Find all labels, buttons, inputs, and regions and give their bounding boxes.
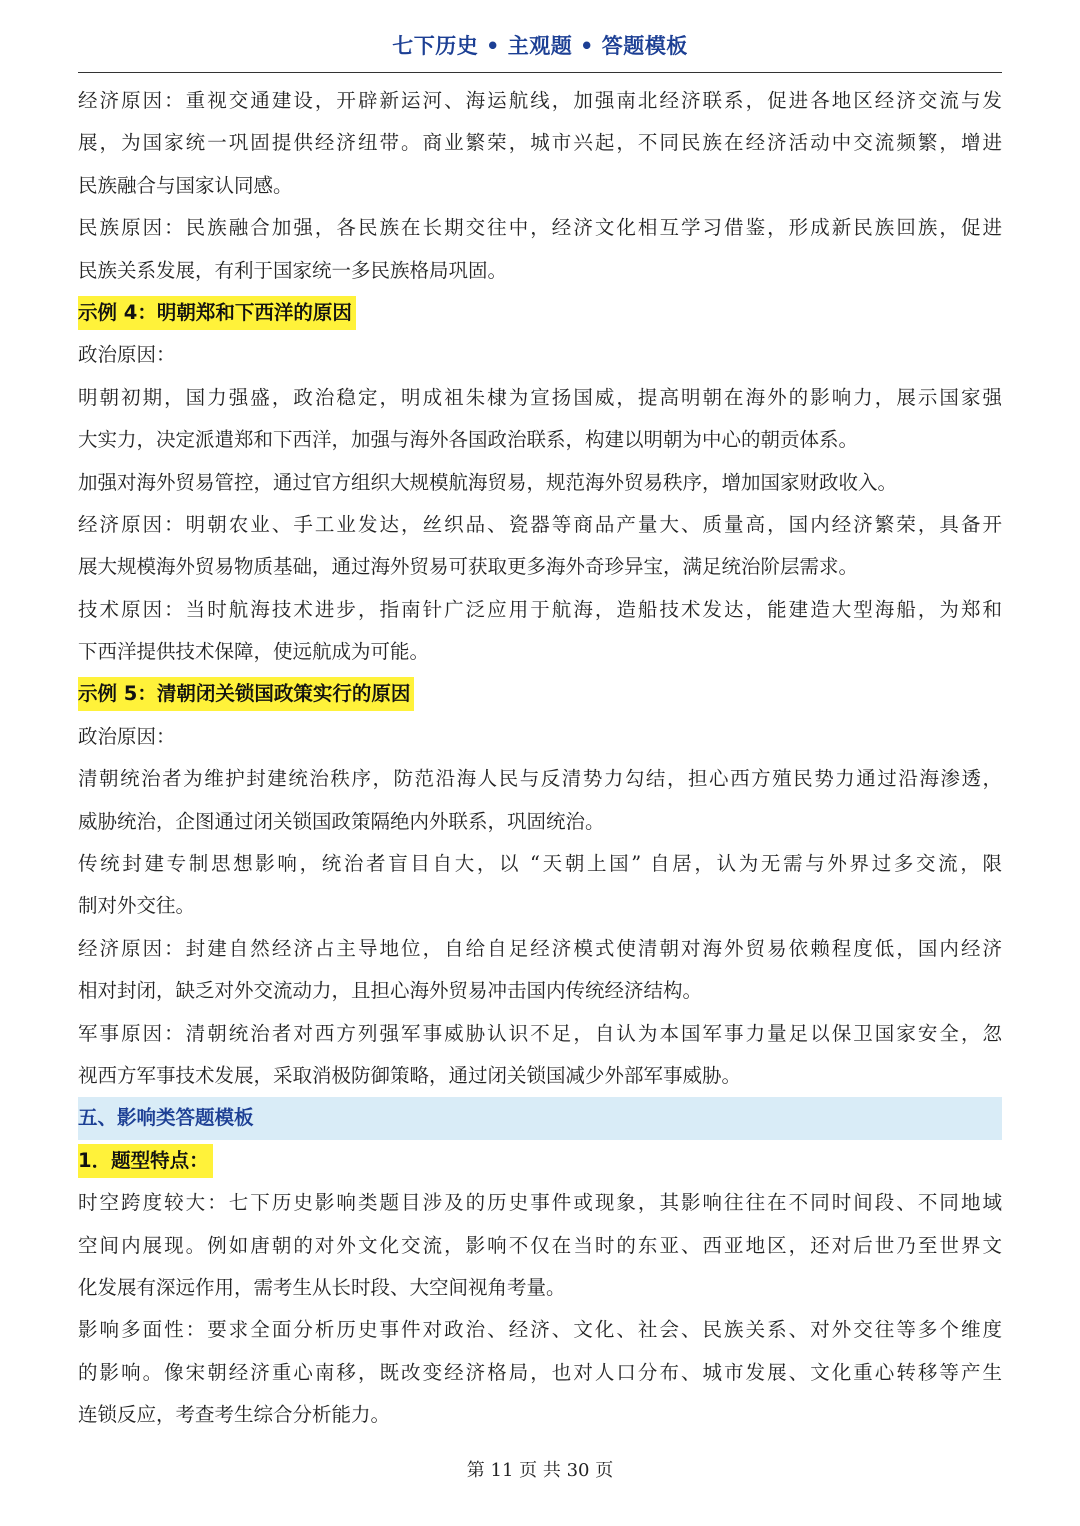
- example-5-heading: [78, 673, 1002, 715]
- body-line: 经济原因：重视交通建设，开辟新运河、海运航线，加强南北经济联系，促进各地区经济交流与发: [78, 89, 1002, 112]
- body-line: 化发展有深远作用，需考生从长时段、大空间视角考量。: [78, 1275, 566, 1299]
- page-body: [78, 80, 1002, 1437]
- body-line: 下西洋提供技术保障，使远航成为可能。: [78, 640, 430, 664]
- body-line: 制对外交往。: [78, 894, 196, 918]
- body-line: 技术原因：当时航海技术进步，指南针广泛应用于航海，造船技术发达，能建造大型海船，为郑和: [78, 597, 1002, 621]
- body-line: 展大规模海外贸易物质基础，通过海外贸易可获取更多海外奇珍异宝，满足统治阶层需求。: [78, 555, 859, 579]
- body-line: 民族融合与国家认同感。: [78, 173, 293, 197]
- body-line: 政治原因：: [78, 724, 176, 748]
- body-line: 相对封闭，缺乏对外交流动力，且担心海外贸易冲击国内传统经济结构。: [78, 979, 703, 1003]
- example-heading-highlight: 示例 4：明朝郑和下西洋的原因: [78, 296, 356, 330]
- body-line: 影响多面性：要求全面分析历史事件对政治、经济、文化、社会、民族关系、对外交往等多个维度: [78, 1318, 1002, 1342]
- question-type-heading: [78, 1140, 1002, 1182]
- body-line: 加强对海外贸易管控，通过官方组织大规模航海贸易，规范海外贸易秩序，增加国家财政收入。: [78, 470, 898, 494]
- subheading-highlight: 1．题型特点：: [78, 1144, 213, 1178]
- header-divider: [78, 72, 1002, 73]
- body-line: 军事原因：清朝统治者对西方列强军事威胁认识不足，自认为本国军事力量足以保卫国家安全，忽: [78, 1021, 1002, 1045]
- body-line: 的影响。像宋朝经济重心南移，既改变经济格局，也对人口分布、城市发展、文化重心转移等产生: [78, 1360, 1002, 1384]
- body-line: 民族关系发展，有利于国家统一多民族格局巩固。: [78, 258, 508, 282]
- body-line: 经济原因：明朝农业、手工业发达，丝织品、瓷器等商品产量大、质量高，国内经济繁荣，具备开: [78, 512, 1002, 536]
- example-heading-highlight: 示例 5：清朝闭关锁国政策实行的原因: [78, 677, 414, 711]
- section-heading: 五、影响类答题模板: [78, 1097, 1002, 1139]
- body-line: 视西方军事技术发展，采取消极防御策略，通过闭关锁国减少外部军事威胁。: [78, 1063, 742, 1087]
- body-line: 明朝初期，国力强盛，政治稳定，明成祖朱棣为宣扬国威，提高明朝在海外的影响力，展示国家强: [78, 385, 1002, 409]
- body-line: 政治原因：: [78, 343, 176, 367]
- body-line: 展，为国家统一巩固提供经济纽带。商业繁荣，城市兴起，不同民族在经济活动中交流频繁，增进: [78, 131, 1002, 155]
- body-line: 民族原因：民族融合加强，各民族在长期交往中，经济文化相互学习借鉴，形成新民族回族，促进: [78, 216, 1002, 240]
- body-line: 连锁反应，考查考生综合分析能力。: [78, 1403, 391, 1427]
- body-line: 经济原因：封建自然经济占主导地位，自给自足经济模式使清朝对海外贸易依赖程度低，国内经济: [78, 936, 1002, 960]
- body-line: 威胁统治，企图通过闭关锁国政策隔绝内外联系，巩固统治。: [78, 809, 605, 833]
- example-4-heading: [78, 292, 1002, 334]
- document-header-title: 七下历史 • 主观题 • 答题模板: [392, 34, 688, 58]
- body-line: 空间内展现。例如唐朝的对外文化交流，影响不仅在当时的东亚、西亚地区，还对后世乃至世界文: [78, 1233, 1002, 1257]
- page-number: 第 11 页 共 30 页: [466, 1460, 614, 1481]
- body-line: 传统封建专制思想影响，统治者盲目自大，以 “天朝上国” 自居，认为无需与外界过多交流，限: [78, 852, 1002, 876]
- body-line: 时空跨度较大：七下历史影响类题目涉及的历史事件或现象，其影响往往在不同时间段、不同地域: [78, 1191, 1002, 1215]
- body-line: 清朝统治者为维护封建统治秩序，防范沿海人民与反清势力勾结，担心西方殖民势力通过沿海渗透，: [78, 767, 1002, 791]
- body-line: 大实力，决定派遣郑和下西洋，加强与海外各国政治联系，构建以明朝为中心的朝贡体系。: [78, 428, 859, 452]
